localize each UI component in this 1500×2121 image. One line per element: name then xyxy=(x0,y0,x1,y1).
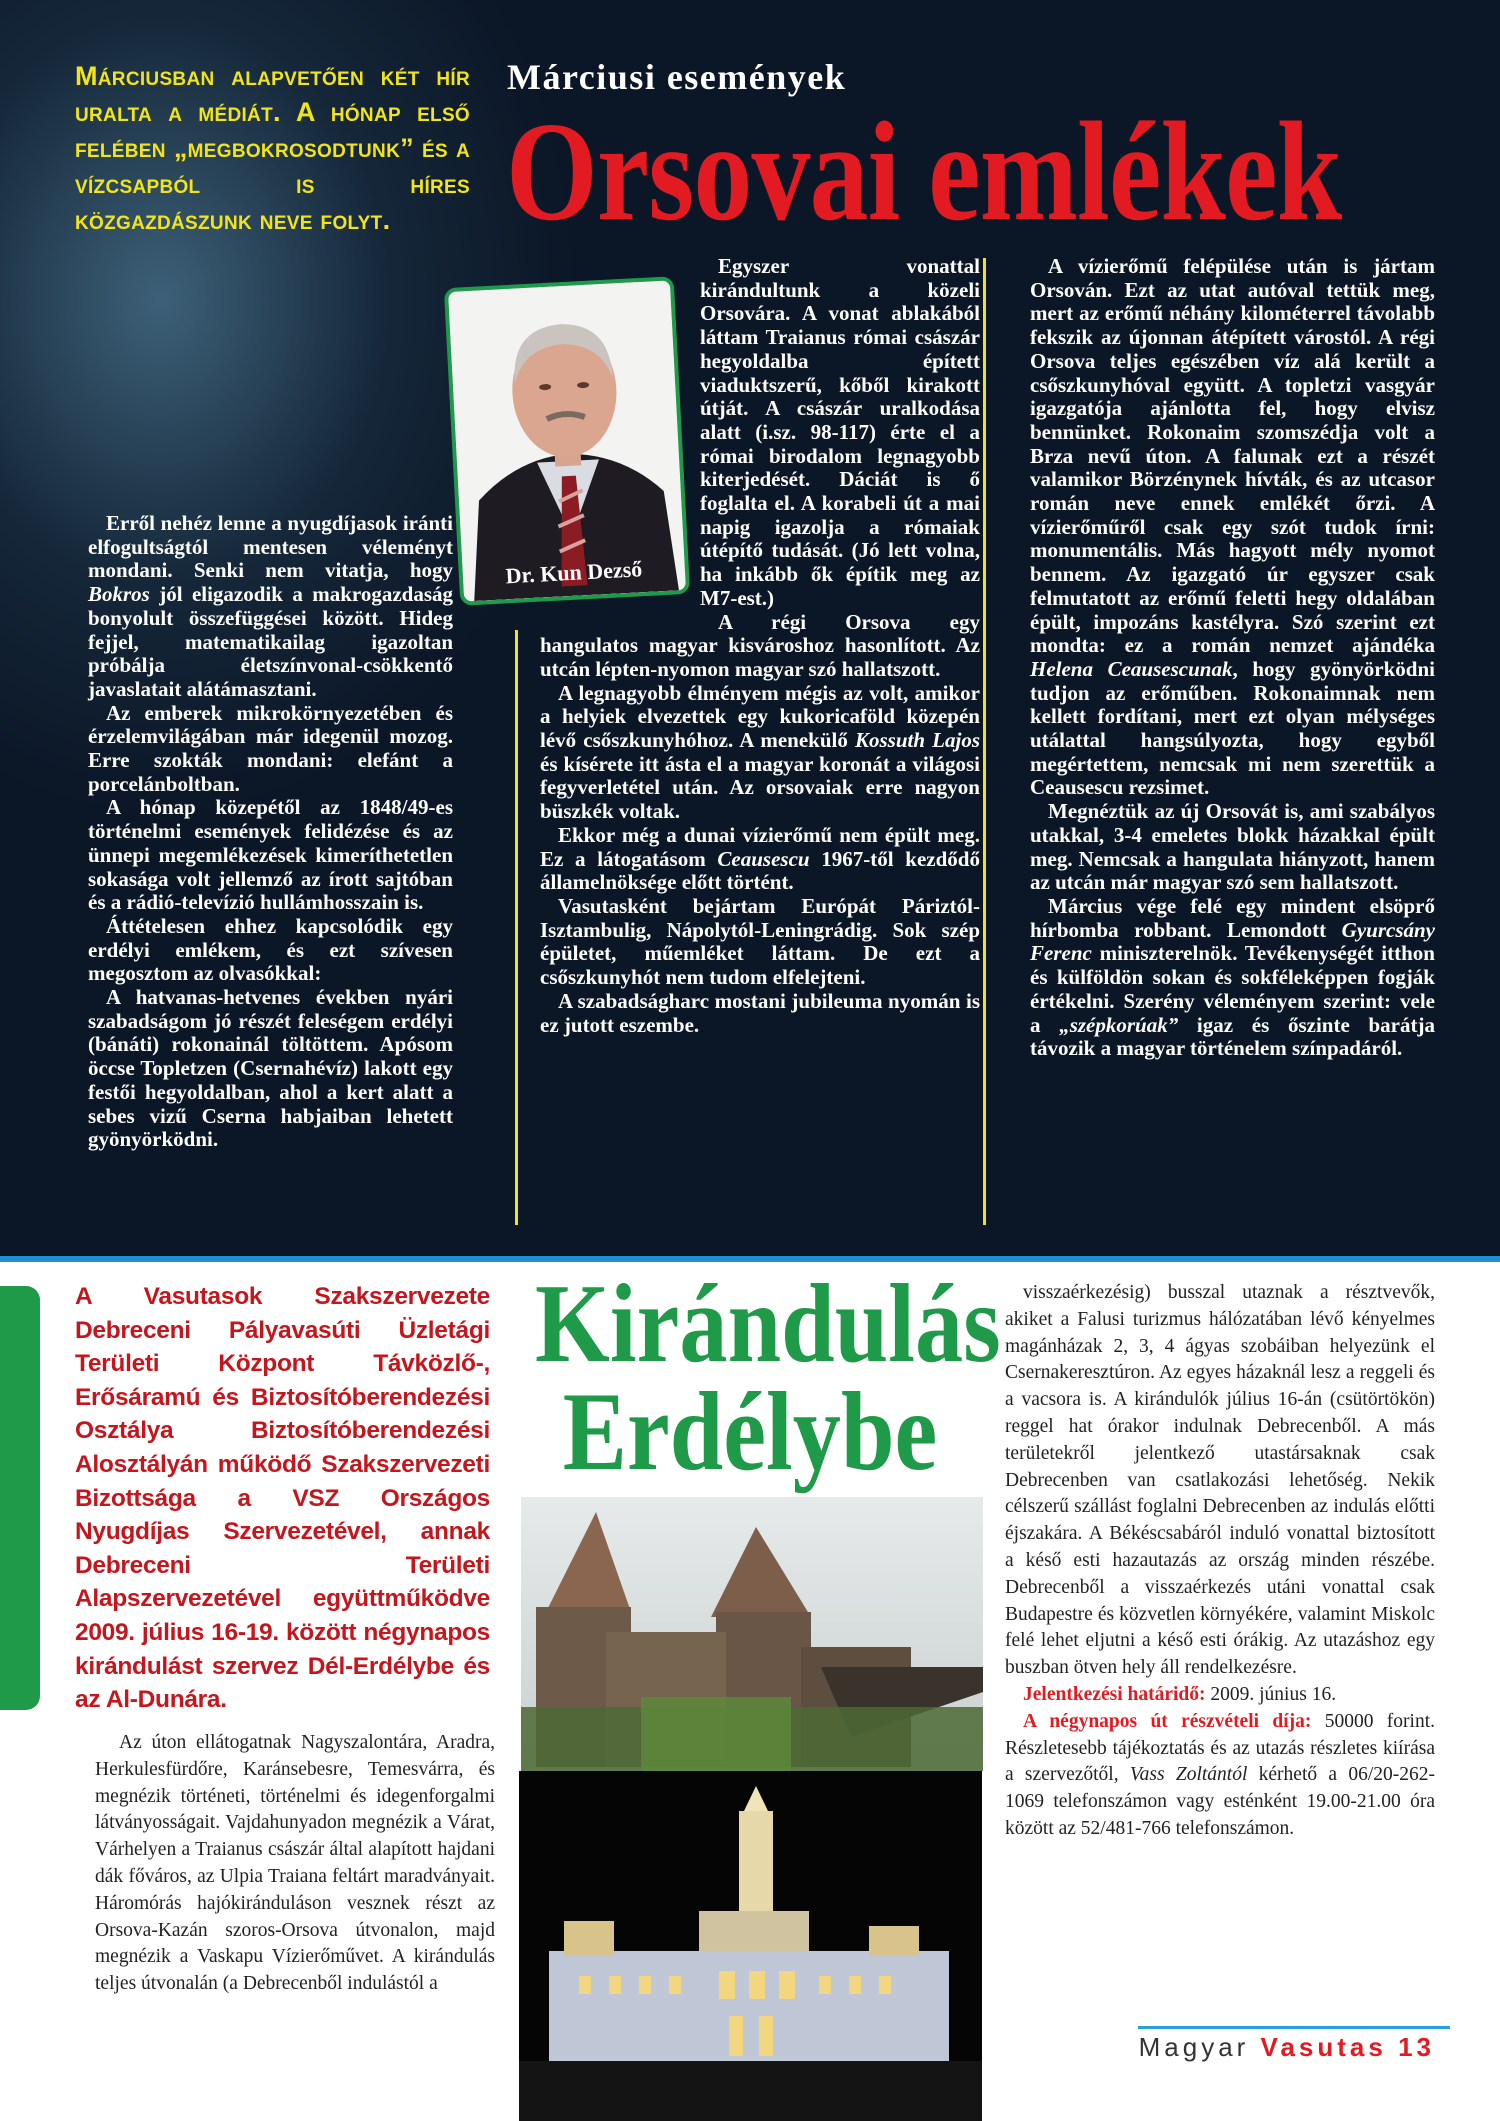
paragraph xyxy=(88,796,453,915)
text-run: Erről nehéz lenne a nyugdíjasok iránti elfogultságtól mentesen véleményt mondani. Senki nem vitatja, hogy xyxy=(88,511,453,583)
text-run: Az emberek mikrokörnyezetében és érzelemvilágában már idegenül mozog. Erre szokták mondani: elefánt a porcelánboltban. xyxy=(88,700,453,796)
emphasized-text: Kossuth Lajos xyxy=(854,728,980,753)
emphasized-text: Gyurcsány Ferenc xyxy=(1030,917,1435,966)
trip-title-line-2: Erdélybe xyxy=(562,1370,938,1494)
article-column-2 xyxy=(540,255,980,1037)
paragraph xyxy=(88,702,453,797)
text-run: 2009. június 16. xyxy=(1205,1683,1337,1705)
text-run: Vasutasként bejártam Európát Páriztól-Isztambulig, Nápolytól-Leningrádig. Sok szép épületet, műemléket láttam. De ezt a csőszkunyhót nem tudom elfelejteni. xyxy=(540,893,980,990)
trip-column-right xyxy=(1005,1280,1435,1843)
paragraph xyxy=(88,512,453,702)
article-headline: Orsovai emlékek xyxy=(506,92,1342,250)
photo-wrap-spacer xyxy=(540,255,700,627)
paragraph xyxy=(88,986,453,1152)
magazine-name-part-1: Magyar xyxy=(1138,2032,1250,2062)
text-run: visszaérkezésig) busszal utaznak a résztvevők, akiket a Falusi turizmus hálózatában lévő kényelmes magánházak 2, 3, 4 ágyas szobáiban helyezünk el Csernakeresztúron. Az egyes házaknál lesz a reggeli és a vacsora is. A kirándulók július 16-án (csütörtökön) reggel hat órakor indulnak Debrecenből. A más területekről jelentkező utastársaknak csak Debrecenben van csatlakozási lehetőség. Nekik célszerű szállást foglalni Debrecenben az indulás előtti éjszakára. A Békéscsabáról induló vonattal biztosított a késő esti hazautazás az ország minden részébe. Debrecenből a visszaérkezés utáni vonattal csak Budapestre és közvetlen környékére, valamint Miskolc felé lehet eljutni a késő esti órákig. Az utazáshoz egy buszban ötven hely áll rendelkezésre. xyxy=(1005,1282,1435,1679)
text-run: jól eligazodik a makrogazdaság bonyolult összefüggései között. Hideg fejjel, matematikailag igazoltan próbálja életszínvonal-csökkentő javaslatait alátámasztani. xyxy=(88,582,453,701)
info-label: Jelentkezési határidő: xyxy=(1023,1683,1206,1705)
column-divider xyxy=(983,258,986,1225)
text-run: kérhető a 06/20-262-1069 telefonszámon vagy esténként 19.00-21.00 óra között az 52/481-766 telefonszámon. xyxy=(1005,1764,1435,1839)
trip-column-left xyxy=(95,1730,495,1998)
footer-rule xyxy=(1138,2026,1450,2029)
emphasized-text: Vass Zoltántól xyxy=(1129,1764,1248,1786)
text-run: A hónap közepétől az 1848/49-es történelmi események felidézése és az ünnepi megemlékezések kimeríthetetlen sokasága volt jellemző az írott sajtóban és a rádió-televízió hullámhosszain is. xyxy=(88,795,453,915)
page-number: 13 xyxy=(1398,2032,1435,2062)
text-run: Megnéztük az új Orsovát is, ami szabályos utakkal, 3-4 emeletes blokk házakkal épült meg. Nemcsak a hangulata hiányzott, hanem az utcán már magyar szó sem hallatszott. xyxy=(1030,799,1435,895)
emphasized-text: Ceausescu xyxy=(717,846,810,871)
column-divider xyxy=(515,630,518,1225)
paragraph xyxy=(540,824,980,895)
emphasized-text: Helena Ceausescunak xyxy=(1030,656,1233,681)
text-run: Áttételesen ehhez kapcsolódik egy erdélyi emlékem, és ezt szívesen megosztom az olvasókkal: xyxy=(88,913,453,986)
paragraph xyxy=(1005,1709,1435,1843)
paragraph xyxy=(540,682,980,824)
city-hall-night-photo xyxy=(519,1771,982,2121)
paragraph xyxy=(540,895,980,990)
trip-title-line-1: Kirándulás xyxy=(535,1262,1001,1386)
text-run: A hatvanas-hetvenes években nyári szabadságom jó részét feleségem erdélyi (bánáti) rokonainál töltöttem. Apósom öccse Topletzen (Csernahévíz) lakott egy festői hegyoldalban, ahol a kert alatt a sebes vizű Cserna habjaiban lehetett gyönyörködni. xyxy=(88,985,453,1152)
text-run: Az úton ellátogatnak Nagyszalontára, Aradra, Herkulesfürdőre, Karánsebesre, Temesvárra, és megnézik történeti, történelmi és idegenforgalmi látványosságait. Vajdahunyadon megnézik a Várat, Várhelyen a Traianus császár által alapított hajdani dák főváros, az Ulpia Traiana feltárt maradványait. Háromórás hajókiránduláson vesznek részt az Orsova-Kazán szoros-Orsova útvonalon, majd megnézik a Vaskapu Vízierőművet. A kirándulás teljes útvonalán (a Debrecenből indulástól a xyxy=(95,1732,495,1995)
text-run: , hogy gyönyörködni tudjon az erőműben. Rokonaimnak nem kellett fordítani, mert ezt olyan mélységes utálattal hangsúlyozta, hogy egyből megértettem, nemcsak mi nem szerettük a Ceausescu rezsimet. xyxy=(1030,656,1435,800)
paragraph xyxy=(1005,1682,1435,1709)
text-run: Ekkor még a dunai vízierőmű nem épült meg. Ez a látogatásom xyxy=(540,822,980,871)
paragraph xyxy=(1030,895,1435,1061)
trip-title xyxy=(535,1262,1001,1494)
paragraph xyxy=(1030,800,1435,895)
text-run: Egyszer vonattal kirándultunk a közeli Orsovára. A vonat ablakából láttam Traianus római császár hegyoldalba épített viaduktszerű, kőből kirakott útját. A császár uralkodása alatt (i.sz. 98-117) érte el a római birodalom legnagyobb kiterjedését. Dáciát is ő foglalta el. A korabeli út a mai napig igazolja a rómaiak útépítő tudását. (Jó lett volna, ha inkább ők építik meg az M7-est.) xyxy=(700,254,980,610)
text-run: A legnagyobb élményem mégis az volt, amikor a helyiek elvezettek egy kukoricaföld közepén lévő csőszkunyhóhoz. A menekülő xyxy=(540,680,980,753)
page-footer xyxy=(1139,2032,1435,2063)
lead-intro: Márciusban alapvetően két hír uralta a médiát. A hónap első felében „megbokrosodtunk” és a vízcsapból is híres közgazdászunk neve folyt. xyxy=(75,61,470,235)
paragraph xyxy=(1005,1280,1435,1682)
castle-photo xyxy=(521,1497,983,1771)
text-run: A régi Orsova egy hangulatos magyar kisvároshoz hasonlított. Az utcán lépten-nyomon magyar szó hallatszott. xyxy=(540,609,980,681)
emphasized-text: Bokros xyxy=(88,582,150,607)
paragraph xyxy=(1030,255,1435,800)
text-run: A szabadságharc mostani jubileuma nyomán is ez jutott eszembe. xyxy=(540,988,980,1037)
photo-caption: Dr. Kun Dezső xyxy=(504,556,643,589)
article-kicker: Márciusi események xyxy=(507,57,847,97)
text-run: Március vége felé egy mindent elsöprő hírbomba robbant. Lemondott xyxy=(1030,893,1435,942)
paragraph xyxy=(88,915,453,986)
text-run: miniszterelnök. Tevékenységét itthon és külföldön sokan és sokféleképpen fogják értékelni. Szerény véleményem szerint: vele a xyxy=(1030,941,1435,1037)
info-label: A négynapos út részvételi díja: xyxy=(1023,1710,1312,1732)
article-column-3 xyxy=(1030,255,1435,1061)
trip-intro: A Vasutasok Szakszervezete Debreceni Pályavasúti Üzletági Területi Központ Távközlő-, Erősáramú és Biztosítóberendezési Osztálya Biztosítóberendezési Alosztályán működő Szakszervezeti Bizottsága a VSZ Országos Nyugdíjas Szervezetével, annak Debreceni Területi Alapszervezetével együttműködve 2009. július 16-19. között négynapos kirándulást szervez Dél-Erdélybe és az Al-Dunára. xyxy=(75,1283,490,1714)
text-run: 1967-től kezdődő államelnöksége előtt történt. xyxy=(540,846,980,895)
magazine-name-part-2: Vasutas xyxy=(1260,2032,1387,2062)
accent-bar xyxy=(0,1286,40,1710)
article-column-1 xyxy=(88,512,453,1152)
paragraph xyxy=(540,990,980,1037)
text-run: igaz és őszinte barátja távozik a magyar történelem színpadáról. xyxy=(1030,1012,1435,1061)
emphasized-text: „szépkorúak” xyxy=(1059,1012,1179,1037)
text-run: és kísérete itt ásta el a magyar koronát a világosi fegyverletétel után. Az orsovaiak erre nagyon büszkék voltak. xyxy=(540,751,980,824)
paragraph xyxy=(95,1730,495,1998)
text-run: 50000 forint. Részletesebb tájékoztatás és az utazás részletes kiírása a szervezőtől, xyxy=(1005,1710,1435,1786)
text-run: A vízierőmű felépülése után is jártam Orsován. Ezt az utat autóval tettük meg, mert az erőmű néhány kilométerrel távolabb fekszik az újonnan átépített várostól. A régi Orsova teljes egészében víz alá került a csőszkunyhóval együtt. A topletzi vasgyár igazgatója ajánlotta fel, hogy elvisz bennünket. Rokonaim szomszédja volt a Brza nevű úton. A falunak ezt a részét valamikor Börzénynek hívták, és az utcasor román neve ennek emlékét őrzi. A vízierőműről csak egy szót tudok írni: monumentális. Más hagyott mély nyomot bennem. Az igazgató úr egyszer csak felmutatott az erőmű feletti hegy oldalában épült, impozáns kastélyra. Szó szerint ezt mondta: ez a román nemzet ajándéka xyxy=(1030,254,1435,658)
